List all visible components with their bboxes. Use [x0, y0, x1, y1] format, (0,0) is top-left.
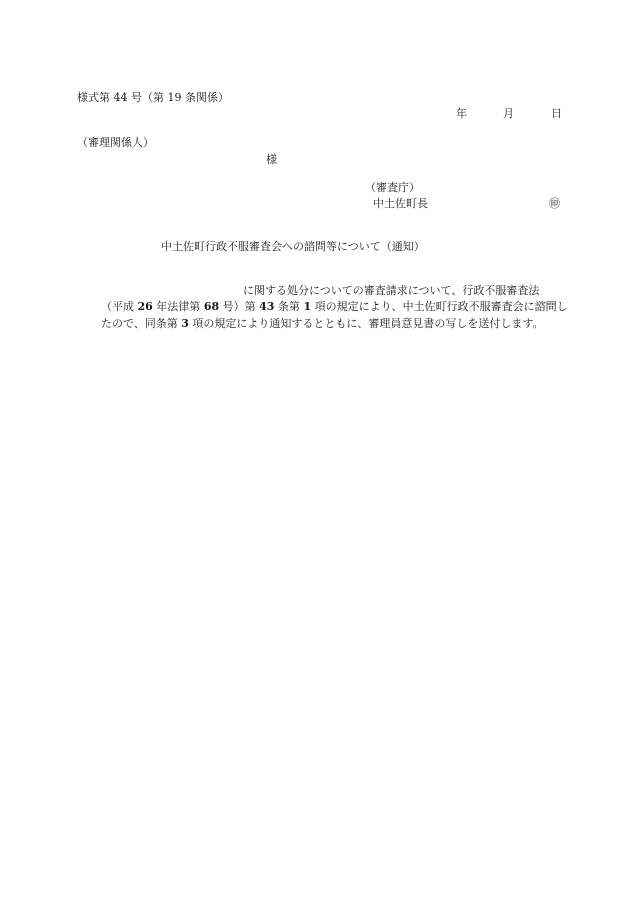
body-line-2-part: 年法律第	[152, 300, 204, 313]
body-line-2-number: 26	[137, 300, 153, 313]
body-line-2	[101, 300, 568, 314]
document-title: 中土佐町行政不服審査会への諮問等について（通知）	[161, 240, 425, 253]
body-line-1	[243, 284, 539, 298]
sender-label: （審査庁）	[365, 181, 420, 194]
sender-name: 中土佐町長	[373, 197, 428, 210]
body-line-2-part: 条第	[274, 300, 304, 313]
recipient-label: （審理関係人）	[77, 136, 154, 149]
recipient-honorific: 様	[266, 153, 277, 166]
body-line-2-number: 68	[203, 300, 220, 313]
seal-mark: ㊞	[549, 197, 560, 210]
body-line-3	[101, 317, 544, 331]
body-line-2-part: 号）第	[219, 300, 260, 313]
body-line-3-number: 3	[181, 317, 189, 330]
body-line-3-part: たので、同条第	[101, 317, 182, 330]
date-day-label: 日	[551, 107, 562, 120]
body-line-2-number: 1	[303, 300, 312, 313]
body-line-2-number: 43	[259, 300, 275, 313]
form-number: 様式第 44 号（第 19 条関係）	[77, 91, 229, 104]
body-line-2-part: 項の規定により、中土佐町行政不服審査会に諮問し	[311, 300, 568, 313]
body-line-3-part: 項の規定により通知するとともに、審理員意見書の写しを送付します。	[188, 317, 544, 330]
date-month-label: 月	[503, 107, 514, 120]
body-line-2-part: （平成	[101, 300, 138, 313]
date-year-label: 年	[456, 107, 467, 120]
body-line-1-text: に関する処分についての審査請求について、行政不服審査法	[243, 284, 540, 297]
